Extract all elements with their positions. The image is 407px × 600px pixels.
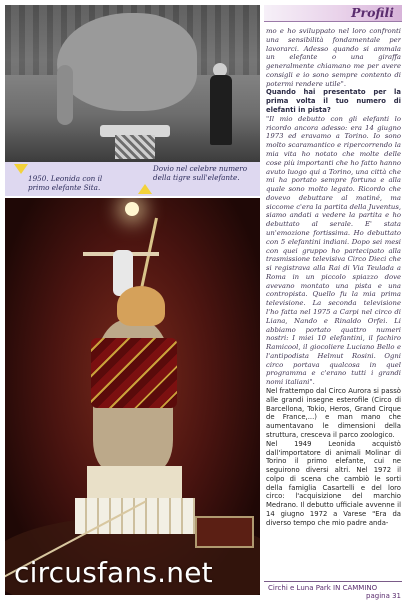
trainer-figure (210, 75, 232, 145)
tiger-figure (117, 286, 165, 326)
caption-arrow-down-icon (14, 164, 28, 174)
stand-base (115, 135, 155, 159)
spotlight (125, 202, 139, 216)
article-paragraph: Nel frattempo dal Circo Aurora si passò alle grandi insegne esterofile (Circo di Barcellona, Tokio, Heros, Grand Cirque de France,...) e man mano che aumentavano le dimensioni della struttura, cresceva il parco zoologico. (266, 387, 401, 439)
footer-page-number: pagina 31 (366, 592, 401, 600)
elephant-trunk (57, 65, 73, 125)
caption-right: Dovio nel celebre numero della tigre sull'elefante. (153, 164, 248, 182)
section-header (264, 5, 402, 21)
article-paragraph: Nel 1949 Leonida acquistò dall'importatore di animali Molinar di Torino il primo elefante, cui ne seguirono diversi altri. Nel 1972 il colpo di scena che cambiò le sorti della famiglia Casartelli e del loro circo: l'acquisizione del marchio Medrano. Il debutto ufficiale avvenne il 14 giugno 1972 a Varese "Era da diverso tempo che mio padre anda- (266, 439, 401, 527)
article-paragraph: "Il mio debutto con gli elefanti lo ricordo ancora adesso: era 14 giugno 1973 ed eravamo a Torino. Io sono molto scaramantico e ripercorrendo la mia vita ho notato che molte delle cose più importanti che ho fatto hanno avuto luogo qui a Torino, una città che mi ha portato sempre fortuna e alla quale sono molto legato. Ricordo che dovevo debuttare al matiné, ma siccome c'era la partita della Juventus, siamo andati a vedere la partita e ho debuttato al serale. E' stata un'emozione fortissima. Ho debuttato con 5 elefantini indiani. Dopo sei mesi con quei gruppo ho partecipato alla trasmissione televisiva Circo Dieci che si registrava alla Rai di Via Teulada a Roma in un piccolo spiazzo dove avevano montato una pista e una contropista. Quello fu la mia prima televisione. La seconda televisione l'ho fatta nel 1975 a Carpi nel circo di Liana, Nando e Rinaldo Orfei. Li abbiamo portato quattro numeri nostri: I miei 10 elefantini, il fachiro Ramicool, il giocoliere Luciano Bello e l'antipodista Helmut Rosini. Ogni circo portava qualcosa in quel programma e c'erano tutti i grandi nomi italiani". (266, 114, 401, 387)
section-divider (264, 21, 402, 22)
article-paragraph: mo e ho sviluppato nel loro confronti una sensibilità fondamentale per lavorarci. Adesso quando si ammala un elefante o una giraffa generalmente chiamano me per avere consigli e io sono sempre contento di potermi rendere utile". (266, 27, 401, 88)
elephant-figure (57, 13, 197, 111)
photo-tiger-on-elephant (5, 198, 260, 595)
ring-bench (195, 516, 254, 548)
elephant-blanket (91, 338, 177, 408)
section-title: Profili (351, 5, 394, 20)
caption-left: 1950. Leonida con il primo elefante Sita. (28, 174, 103, 192)
caption-arrow-up-icon (138, 184, 152, 194)
watermark-text: circusfans.net (14, 556, 213, 589)
article-question: Quando hai presentato per la prima volta il tuo numero di elefanti in pista? (266, 88, 401, 115)
photo-elephant-1950 (5, 5, 260, 162)
footer-magazine-name: Circhi e Luna Park IN CAMMINO (268, 584, 378, 592)
article-column (266, 27, 401, 582)
footer-divider (264, 581, 402, 582)
